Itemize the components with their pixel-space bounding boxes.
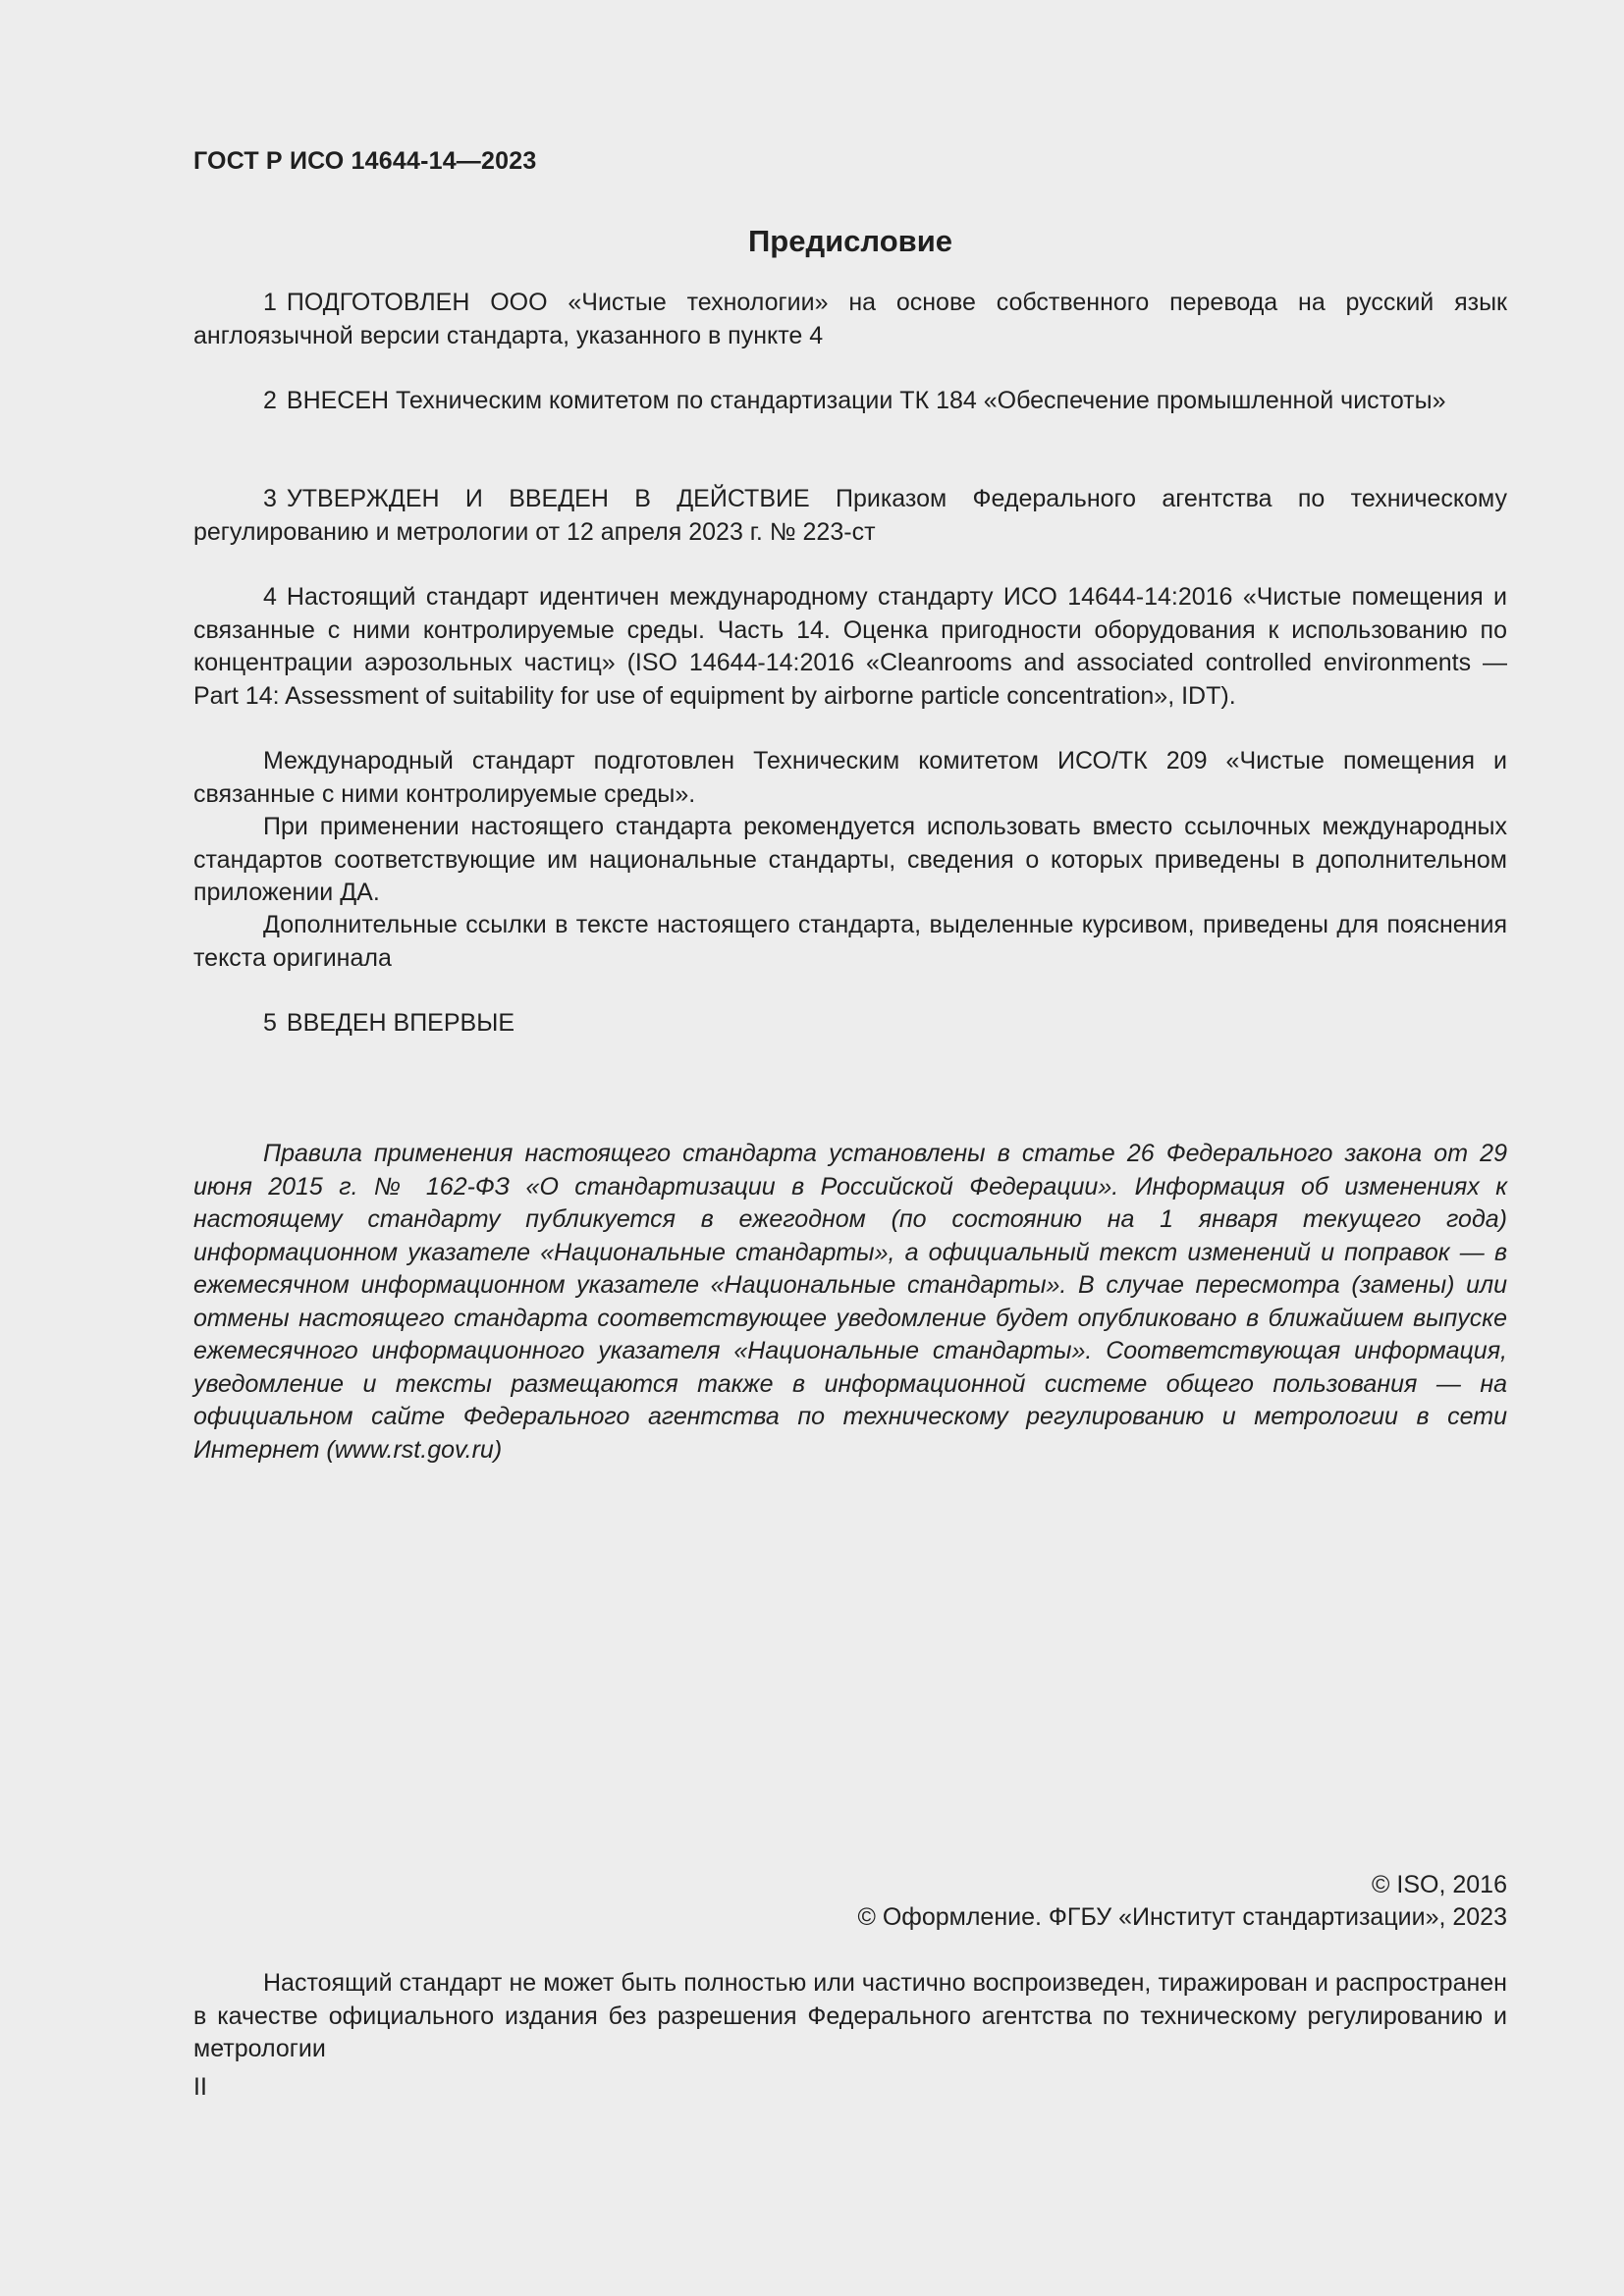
copyright-iso: © ISO, 2016 (1372, 1871, 1507, 1898)
item-text: Техническим комитетом по стандартизации ТК 184 «Обеспечение промышленной чистоты» (389, 387, 1446, 414)
item-text: международному стандарту ИСО 14644-14:2016 «Чистые помещения и связанные с ними контролируемые среды. Часть 14. Оценка пригодности оборудования к использованию по концентрации аэрозольных частиц» (ISO 14644-14:2016 «Cleanrooms and associated controlled environments — Part 14: Assessment of suitability for use of equipment by airborne particle concentration», IDT). (193, 583, 1507, 710)
foreword-item-3 (193, 483, 1507, 549)
foreword-item-1 (193, 287, 1507, 352)
foreword-item-4 (193, 581, 1507, 713)
item-number: 1 (263, 289, 277, 316)
item-4-paragraph-iso-tc: Международный стандарт подготовлен Техническим комитетом ИСО/ТК 209 «Чистые помещения и связанные с ними контролируемые среды». (193, 747, 1507, 808)
standard-id-header: ГОСТ Р ИСО 14644-14—2023 (193, 147, 537, 175)
foreword-item-2 (193, 385, 1507, 418)
item-4-paragraph-italic-note: Дополнительные ссылки в тексте настоящего стандарта, выделенные курсивом, приведены для пояснения текста оригинала (193, 911, 1507, 972)
copyright-design: © Оформление. ФГБУ «Институт стандартизации», 2023 (857, 1903, 1507, 1931)
page-number: II (193, 2073, 207, 2101)
item-4-paragraph-references: При применении настоящего стандарта рекомендуется использовать вместо ссылочных международных стандартов соответствующие им национальные стандарты, сведения о которых приведены в дополнительном приложении ДА. (193, 813, 1507, 906)
reproduction-notice: Настоящий стандарт не может быть полностью или частично воспроизведен, тиражирован и распространен в качестве официального издания без разрешения Федерального агентства по техническому регулированию и метрологии (193, 1969, 1507, 2062)
rules-notice: Правила применения настоящего стандарта установлены в статье 26 Федерального закона от 29 июня 2015 г. № 162-ФЗ «О стандартизации в Российской Федерации». Информация об изменениях к настоящему стандарту публикуется в ежегодном (по состоянию на 1 января текущего года) информационном указателе «Национальные стандарты», а официальный текст изменений и поправок — в ежемесячном информационном указателе «Национальные стандарты». В случае пересмотра (замены) или отмены настоящего стандарта соответствующее уведомление будет опубликовано в ближайшем выпуске ежемесячного информационного указателя «Национальные стандарты». Соответствующая информация, уведомление и тексты размещаются также в информационной системе общего пользования — на официальном сайте Федерального агентства по техническому регулированию и метрологии в сети Интернет (www.rst.gov.ru) (193, 1140, 1507, 1464)
item-number: 4 (263, 583, 277, 611)
document-page (193, 0, 1507, 2296)
item-lead: Настоящий стандарт идентичен (286, 583, 660, 611)
item-number: 3 (263, 485, 277, 512)
item-lead: ВНЕСЕН (286, 387, 390, 414)
page-title: Предисловие (747, 224, 952, 258)
item-text: ООО «Чистые технологии» на основе собственного перевода на русский язык англоязычной версии стандарта, указанного в пункте 4 (193, 289, 1507, 349)
item-number: 2 (263, 387, 277, 414)
item-lead: ПОДГОТОВЛЕН (286, 289, 470, 316)
item-lead: УТВЕРЖДЕН И ВВЕДЕН В ДЕЙСТВИЕ (286, 485, 810, 512)
item-text: ВВЕДЕН ВПЕРВЫЕ (286, 1009, 515, 1037)
item-number: 5 (263, 1009, 277, 1037)
foreword-item-5 (193, 1007, 1507, 1041)
item-text: Приказом Федерального агентства по техническому регулированию и метрологии от 12 апреля 2023 г. № 223-ст (193, 485, 1507, 546)
